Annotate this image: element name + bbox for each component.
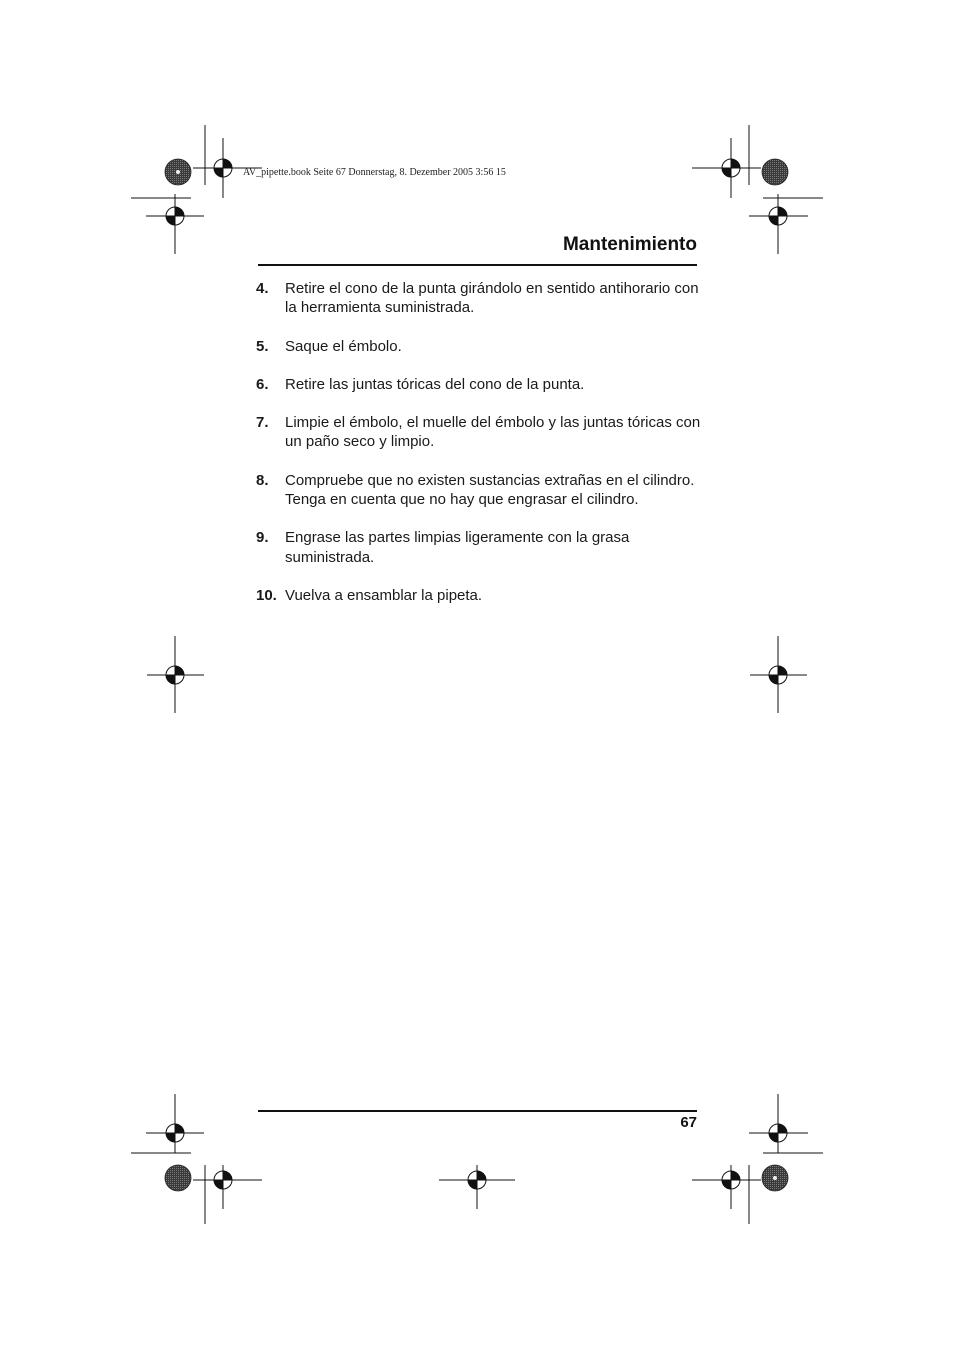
step-text: Retire las juntas tóricas del cono de la punta. bbox=[285, 375, 585, 393]
step-number: 7. bbox=[256, 414, 269, 432]
registration-mark-icon bbox=[750, 636, 807, 713]
registration-mark-icon bbox=[147, 636, 204, 713]
registration-mark-icon bbox=[146, 194, 204, 254]
step-item bbox=[256, 586, 706, 605]
step-text: Limpie el émbolo, el muelle del émbolo y las juntas tóricas con un paño seco y limpio. bbox=[285, 414, 701, 451]
step-item bbox=[256, 279, 706, 318]
step-number: 6. bbox=[256, 375, 269, 393]
color-target-icon bbox=[165, 1165, 191, 1191]
color-target-icon bbox=[762, 159, 788, 185]
step-item bbox=[256, 413, 706, 452]
step-number: 10. bbox=[256, 586, 277, 604]
step-item bbox=[256, 375, 706, 394]
registration-mark-icon bbox=[146, 1094, 204, 1153]
print-slug: AV_pipette.book Seite 67 Donnerstag, 8. Dezember 2005 3:56 15 bbox=[243, 167, 506, 178]
step-number: 9. bbox=[256, 529, 269, 547]
registration-mark-icon bbox=[749, 194, 808, 254]
registration-mark-icon bbox=[749, 1094, 808, 1153]
step-number: 8. bbox=[256, 471, 269, 489]
step-text: Retire el cono de la punta girándolo en sentido antihorario con la herramienta suministrada. bbox=[285, 280, 699, 317]
registration-mark-icon bbox=[692, 138, 761, 198]
footer-rule bbox=[258, 1110, 697, 1112]
step-number: 5. bbox=[256, 337, 269, 355]
registration-mark-icon bbox=[439, 1165, 515, 1209]
color-target-icon bbox=[165, 159, 191, 185]
step-text: Compruebe que no existen sustancias extrañas en el cilindro. Tenga en cuenta que no hay que engrasar el cilindro. bbox=[285, 471, 695, 509]
step-text: Saque el émbolo. bbox=[285, 337, 402, 355]
step-list bbox=[256, 279, 706, 624]
step-text: Vuelva a ensamblar la pipeta. bbox=[285, 586, 483, 604]
registration-mark-icon bbox=[193, 1165, 262, 1209]
color-target-icon bbox=[762, 1165, 788, 1191]
step-item bbox=[256, 528, 706, 567]
header-rule bbox=[258, 264, 697, 266]
section-title: Mantenimiento bbox=[562, 234, 697, 255]
step-text: Engrase las partes limpias ligeramente con la grasa suministrada. bbox=[285, 529, 630, 566]
step-number: 4. bbox=[256, 280, 269, 297]
registration-mark-icon bbox=[692, 1165, 761, 1209]
page-number: 67 bbox=[680, 1114, 697, 1131]
step-item bbox=[256, 471, 706, 510]
step-item bbox=[256, 337, 706, 356]
